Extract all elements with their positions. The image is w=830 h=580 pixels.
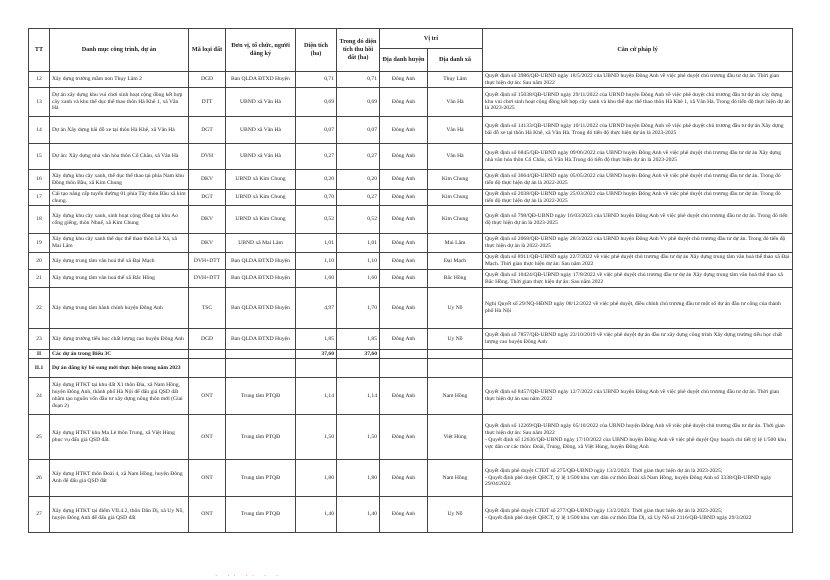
cell-commune: Đại Mạch	[428, 253, 483, 270]
cell-area: 0,71	[296, 72, 337, 88]
cell-tt: II.1	[29, 359, 50, 378]
cell-legal: Quyết định số 8457/QĐ-UBND ngày 12/7/2022 của UBND huyện Đông Anh về việc phê duyệt chủ trương đầu tư dự án. Thời gian thực hiện dự án sau năm 2022	[483, 378, 793, 415]
cell-tt: 26	[29, 460, 50, 497]
cell-org: UBND xã Mai Lâm	[226, 234, 296, 253]
cell-legal: Quyết định phê duyệt CTĐT số 277/QĐ-UBND ngày 13/2/2023. Thời gian thực hiện dự án là 2023-2025; - Quyết định phê duyệt QHCT, tỷ lệ 1/500 khu vực dân cư thôn Dân Dị, xã Uy Nỗ số 2116/QĐ-UBND ngày 29/3/2022	[483, 497, 793, 533]
cell-tt: 16	[29, 170, 50, 190]
cell-area: 0,70	[296, 190, 337, 206]
cell-tt: 24	[29, 378, 50, 415]
cell-area: 4,97	[296, 288, 337, 329]
cell-name: Xây dựng trung tâm hành chính huyện Đông Anh	[50, 288, 189, 329]
header-legal: Căn cứ pháp lý	[483, 29, 793, 72]
cell-code: ONT	[189, 497, 226, 533]
cell-district: Đông Anh	[380, 270, 428, 288]
cell-name: Xây dựng khu cây xanh thể dục thể thao thôn Lê Xá, xã Mai Lâm	[50, 234, 189, 253]
cell-district: Đông Anh	[380, 234, 428, 253]
cell-tt: 23	[29, 329, 50, 350]
cell-area: 1,10	[296, 253, 337, 270]
cell-name: Xây dựng HTKT khu Ma Lẻ thôn Trung, xã Việt Hùng phục vụ đấu giá QSD đất.	[50, 415, 189, 460]
cell-org	[226, 359, 296, 378]
cell-district: Đông Anh	[380, 117, 428, 144]
cell-rec: 37,60	[337, 350, 380, 359]
cell-legal: Quyết định số 8911/QĐ-UBND ngày 22/7/2022 về việc phê duyệt chủ trương đầu tư dự án Xây dựng trung tâm văn hoá thể thao xã Đại Mạch. Thời gian thực hiện dự án: Sau năm 2022	[483, 253, 793, 270]
cell-legal: Quyết định số 2068/QĐ-UBND ngày 28/3/2022 của UBND huyện Đông Anh Vv phê duyệt chủ trương đầu tư dự án. Trong đó tiến độ thực hiện dự án là 2022-2025	[483, 234, 793, 253]
cell-commune: Kim Chung	[428, 206, 483, 234]
cell-name: Dự án Xây dựng bãi đỗ xe tại thôn Hà Khê, xã Vân Hà	[50, 117, 189, 144]
cell-code: DKV	[189, 234, 226, 253]
cell-tt: 17	[29, 190, 50, 206]
cell-area: 0,07	[296, 117, 337, 144]
cell-rec: 1,40	[337, 497, 380, 533]
cell-name: Dự án xây dựng khu vui chơi sinh hoạt cộng đồng kết hợp cây xanh và khu thể dục thể thao thôn Hà Khê 1, xã Vân Hà	[50, 88, 189, 117]
cell-commune: Nam Hồng	[428, 378, 483, 415]
cell-code: DGD	[189, 72, 226, 88]
cell-code: DVH	[189, 144, 226, 170]
cell-org: UBND xã Kim Chung	[226, 170, 296, 190]
header-area: Diện tích (ha)	[296, 29, 337, 72]
cell-legal: Quyết định số 15038/QĐ-UBND ngày 29/11/2022 của UBND huyện Đông Anh về việc phê duyệt chủ trương đầu tư dự án xây dựng khu vui chơi sinh hoạt cộng đồng kết hợp cây xanh và khu thể dục thể thao thôn Hà Khê 1, xã Vân Hà. Trong đó tiến độ thực hiện dự án là 2023-2025	[483, 88, 793, 117]
cell-district: Đông Anh	[380, 460, 428, 497]
cell-name: Xây dựng trung tâm văn hoá thể xã Đại Mạch	[50, 253, 189, 270]
cell-org: UBND xã Vân Hà	[226, 88, 296, 117]
table-row	[29, 415, 793, 460]
table-row	[29, 88, 793, 117]
table-row	[29, 72, 793, 88]
table-row	[29, 378, 793, 415]
cell-district: Đông Anh	[380, 206, 428, 234]
header-code: Mã loại đất	[189, 29, 226, 72]
cell-area: 0,27	[296, 144, 337, 170]
cell-org: Trung tâm PTQĐ	[226, 497, 296, 533]
cell-code	[189, 359, 226, 378]
header-name: Danh mục công trình, dự án	[50, 29, 189, 72]
cell-tt: 19	[29, 234, 50, 253]
cell-rec: 1,01	[337, 234, 380, 253]
cell-legal: Quyết định số 2038/QĐ-UBND ngày 25/03/2022 của UBND huyện Đông Anh về việc phê duyệt chủ trương đầu tư dự án. Trong đó tiến độ thực hiện dự án là 2022-2025	[483, 190, 793, 206]
header-location: Vị trí	[380, 29, 483, 49]
cell-name: Xây dựng HTKT tại điểm VII.4.2, thôn Dân Dị, xã Uy Nỗ, huyện Đông Anh để đấu giá QSD đất	[50, 497, 189, 533]
cell-tt: 22	[29, 288, 50, 329]
header-district: Địa danh huyện	[380, 49, 428, 72]
cell-name: Xây dựng trường mầm non Thụy Lâm 2	[50, 72, 189, 88]
cell-org: UBND xã Kim Chung	[226, 190, 296, 206]
cell-district: Đông Anh	[380, 88, 428, 117]
cell-commune: Uy Nỗ	[428, 329, 483, 350]
cell-commune: Mai Lâm	[428, 234, 483, 253]
table-row	[29, 117, 793, 144]
cell-name: Cải tạo nâng cấp tuyến đường 01 phía Tây thôn Bầu xã kim chung.	[50, 190, 189, 206]
cell-legal: Quyết định số 6845/QĐ-UBND ngày 09/06/2022 của UBND huyện Đông Anh về việc phê duyệt chủ trương đầu tư dự án Xây dựng nhà văn hóa thôn Cổ Châu, xã Vân Hà.Trong đó tiến độ thực hiện dự án là 2023-2025	[483, 144, 793, 170]
cell-rec: 0,20	[337, 170, 380, 190]
cell-legal: Quyết định số 14133/QĐ-UBND ngày 10/11/2022 của UBND huyện Đông Anh về việc phê duyệt chủ trương đầu tư dự án Xây dựng bãi đỗ xe tại thôn Hà Khê, xã Vân Hà. Trong đó tiến độ thực hiện dự án là 2023-2025	[483, 117, 793, 144]
cell-legal: Quyết định số 3986/QĐ-UBND ngày 18/5/2022 của UBND huyện Đông Anh về việc phê duyệt chủ trương đầu tư dự án. Thời gian thực hiện dự án: Sau năm 2022	[483, 72, 793, 88]
cell-tt: 20	[29, 253, 50, 270]
table-row	[29, 234, 793, 253]
cell-tt: 25	[29, 415, 50, 460]
cell-rec: 1,50	[337, 415, 380, 460]
cell-org: Ban QLDA ĐTXD Huyện	[226, 329, 296, 350]
cell-name: Xây dựng HTKT tại khu đất X1 thôn Đìa, xã Nam Hồng, huyện Đông Anh, thành phố Hà Nội để đấu giá QSD đất nhằm tạo nguồn vốn đầu tư xây dựng nông thôn mới (Giai đoạn 2)	[50, 378, 189, 415]
cell-tt: 14	[29, 117, 50, 144]
cell-area: 1,50	[296, 415, 337, 460]
cell-code: ONT	[189, 378, 226, 415]
cell-code: DTT	[189, 88, 226, 117]
cell-rec: 0,71	[337, 72, 380, 88]
cell-tt: 13	[29, 88, 50, 117]
cell-code: DGT	[189, 190, 226, 206]
table-row	[29, 170, 793, 190]
cell-district: Đông Anh	[380, 72, 428, 88]
cell-org: Trung tâm PTQĐ	[226, 460, 296, 497]
cell-rec: 1,10	[337, 253, 380, 270]
cell-code: DGT	[189, 117, 226, 144]
cell-commune: Thụy Lâm	[428, 72, 483, 88]
cell-name: Dự án: Xây dựng nhà văn hóa thôn Cổ Châu, xã Vân Hà	[50, 144, 189, 170]
table-row	[29, 288, 793, 329]
table-row	[29, 497, 793, 533]
cell-area: 1,01	[296, 234, 337, 253]
cell-name: Xây dựng HTKT thôn Đoài 4, xã Nam Hồng, huyện Đông Anh để đấu giá QSD đất	[50, 460, 189, 497]
header-recovered: Trong đó diện tích thu hồi đất (ha)	[337, 29, 380, 72]
header-commune: Địa danh xã	[428, 49, 483, 72]
cell-commune: Vân Hà	[428, 144, 483, 170]
cell-commune: Việt Hùng	[428, 415, 483, 460]
cell-tt: 12	[29, 72, 50, 88]
cell-legal: Quyết định số 3664/QĐ-UBND ngày 05/05/2022 của UBND huyện Đông Anh về việc phê duyệt chủ trương đầu tư dự án. Trong đó tiến độ thực hiện dự án là 2022-2025	[483, 170, 793, 190]
land-use-project-table	[28, 28, 793, 533]
cell-area: 0,20	[296, 170, 337, 190]
cell-legal: Quyết định số 798/QĐ-UBND ngày 16/03/2023 của UBND huyện Đông Anh về việc phê duyệt chủ trương đầu tư dự án. Trong đó tiến độ thực hiện dự án là 2023-2025	[483, 206, 793, 234]
red-stamp-mark: · ·· ·· · ·	[215, 572, 283, 580]
cell-org: Trung tâm PTQĐ	[226, 378, 296, 415]
table-row	[29, 350, 793, 359]
cell-commune: Vân Hà	[428, 88, 483, 117]
cell-district: Đông Anh	[380, 144, 428, 170]
cell-rec	[337, 359, 380, 378]
cell-commune: Bắc Hồng	[428, 270, 483, 288]
cell-code: TSC	[189, 288, 226, 329]
table-row	[29, 253, 793, 270]
cell-org: UBND xã Vân Hà	[226, 117, 296, 144]
cell-commune: Vân Hà	[428, 117, 483, 144]
cell-area: 1,80	[296, 460, 337, 497]
cell-org: Ban QLDA ĐTXD Huyện	[226, 72, 296, 88]
cell-area: 1,40	[296, 497, 337, 533]
cell-district: Đông Anh	[380, 415, 428, 460]
cell-code: DGD	[189, 329, 226, 350]
cell-rec: 0,07	[337, 117, 380, 144]
cell-rec: 0,69	[337, 88, 380, 117]
cell-rec: 1,60	[337, 270, 380, 288]
cell-area: 1,14	[296, 378, 337, 415]
cell-area: 0,52	[296, 206, 337, 234]
table-row	[29, 460, 793, 497]
cell-commune: Uy Nỗ	[428, 497, 483, 533]
cell-district	[380, 359, 428, 378]
cell-code: DVH+DTT	[189, 270, 226, 288]
cell-code	[189, 350, 226, 359]
table-row	[29, 144, 793, 170]
cell-area: 0,69	[296, 88, 337, 117]
cell-district: Đông Anh	[380, 253, 428, 270]
cell-commune: Nam Hồng	[428, 460, 483, 497]
cell-org: UBND xã Vân Hà	[226, 144, 296, 170]
cell-name: Xây dựng trường tiểu học chất lượng cao huyện Đông Anh	[50, 329, 189, 350]
cell-district: Đông Anh	[380, 288, 428, 329]
cell-org: UBND xã Kim Chung	[226, 206, 296, 234]
cell-district: Đông Anh	[380, 378, 428, 415]
cell-tt: II	[29, 350, 50, 359]
cell-rec: 1,85	[337, 329, 380, 350]
cell-legal: Quyết định số 12269/QĐ-UBND ngày 05/10/2022 của UBND huyện Đông Anh về việc phê duyệt chủ trương đầu tư dự án. Thời gian thực hiện dự án: Sau năm 2022 - Quyết định số 12636/QĐ-UBND ngày 17/10/2022 của UBND huyện Đông Anh về việc phê duyệt Quy hoạch chi tiết tỷ lệ 1/500 khu vực dân cư các thôn: Đoài, Trung, Đông, xã Việt Hùng, huyện Đông Anh	[483, 415, 793, 460]
cell-rec: 1,80	[337, 460, 380, 497]
cell-tt: 27	[29, 497, 50, 533]
cell-rec: 1,14	[337, 378, 380, 415]
cell-commune	[428, 350, 483, 359]
cell-legal: Quyết định số 7857/QĐ-UBND ngày 23/10/2019 về việc phê duyệt dự án đầu tư xây dựng công trình Xây dựng trường tiểu học chất lượng cao huyện Đông Anh	[483, 329, 793, 350]
cell-area: 1,60	[296, 270, 337, 288]
cell-org: Trung tâm PTQĐ	[226, 415, 296, 460]
cell-org: Ban QLDA ĐTXD Huyện	[226, 288, 296, 329]
cell-area	[296, 359, 337, 378]
table-row	[29, 329, 793, 350]
cell-rec: 1,70	[337, 288, 380, 329]
cell-district: Đông Anh	[380, 190, 428, 206]
cell-rec: 0,27	[337, 190, 380, 206]
cell-district	[380, 350, 428, 359]
cell-name: Xây dựng khu cây xanh, sinh hoạt cộng đồng tại khu Ao cổng giếng, thôn Nhuế, xã Kim Chung	[50, 206, 189, 234]
cell-org: Ban QLDA ĐTXD Huyện	[226, 253, 296, 270]
cell-tt: 15	[29, 144, 50, 170]
cell-commune	[428, 359, 483, 378]
cell-legal: Quyết định phê duyệt CTĐT số 275/QĐ-UBND ngày 13/2/2023. Thời gian thực hiện dự án là 2023-2025; - Quyết định phê duyệt QHCT, tỷ lệ 1/500 khu vực dân cư thôn Đoài xã Nam Hồng, huyện Đông Anh số 3338/QĐ-UBND ngày 29/04/2022	[483, 460, 793, 497]
cell-legal	[483, 350, 793, 359]
cell-tt: 18	[29, 206, 50, 234]
cell-legal: Quyết định số 10424/QĐ-UBND ngày 17/8/2022 về việc phê duyệt chủ trương đầu tư dự án Xây dựng trung tâm văn hoá thể thao xã Bắc Hồng. Thời gian thực hiện dự án: Sau năm 2022	[483, 270, 793, 288]
cell-commune: Kim Chung	[428, 190, 483, 206]
cell-legal: Nghị Quyết số 29/NQ-HĐND ngày 08/12/2022 về việc phê duyệt, điều chỉnh chủ trương đầu tư một số dự án đầu tư công của thành phố Hà Nội	[483, 288, 793, 329]
header-tt: TT	[29, 29, 50, 72]
cell-district: Đông Anh	[380, 329, 428, 350]
cell-name: Các dự án trong Biểu 3C	[50, 350, 189, 359]
cell-legal	[483, 359, 793, 378]
table-row	[29, 206, 793, 234]
cell-tt: 21	[29, 270, 50, 288]
header-org: Đơn vị, tổ chức, người đăng ký	[226, 29, 296, 72]
cell-code: DKV	[189, 170, 226, 190]
cell-area: 37,60	[296, 350, 337, 359]
cell-org: Ban QLDA ĐTXD Huyện	[226, 270, 296, 288]
cell-name: Dự án đăng ký bổ sung mới thực hiện trong năm 2023	[50, 359, 189, 378]
table-row	[29, 359, 793, 378]
cell-district: Đông Anh	[380, 170, 428, 190]
cell-code: DKV	[189, 206, 226, 234]
cell-commune: Uy Nỗ	[428, 288, 483, 329]
cell-code: ONT	[189, 460, 226, 497]
cell-name: Xây dựng trung tâm văn hoá thể xã Bắc Hồng	[50, 270, 189, 288]
cell-commune: Kim Chung	[428, 170, 483, 190]
cell-name: Xây dựng khu cây xanh, thể dục thể thao tại phía Nam khu Đồng thôn Bầu, xã Kim Chung	[50, 170, 189, 190]
cell-district: Đông Anh	[380, 497, 428, 533]
table-row	[29, 190, 793, 206]
cell-area: 1,85	[296, 329, 337, 350]
cell-code: ONT	[189, 415, 226, 460]
cell-code: DVH+DTT	[189, 253, 226, 270]
cell-rec: 0,52	[337, 206, 380, 234]
table-row	[29, 270, 793, 288]
cell-org	[226, 350, 296, 359]
cell-rec: 0,27	[337, 144, 380, 170]
